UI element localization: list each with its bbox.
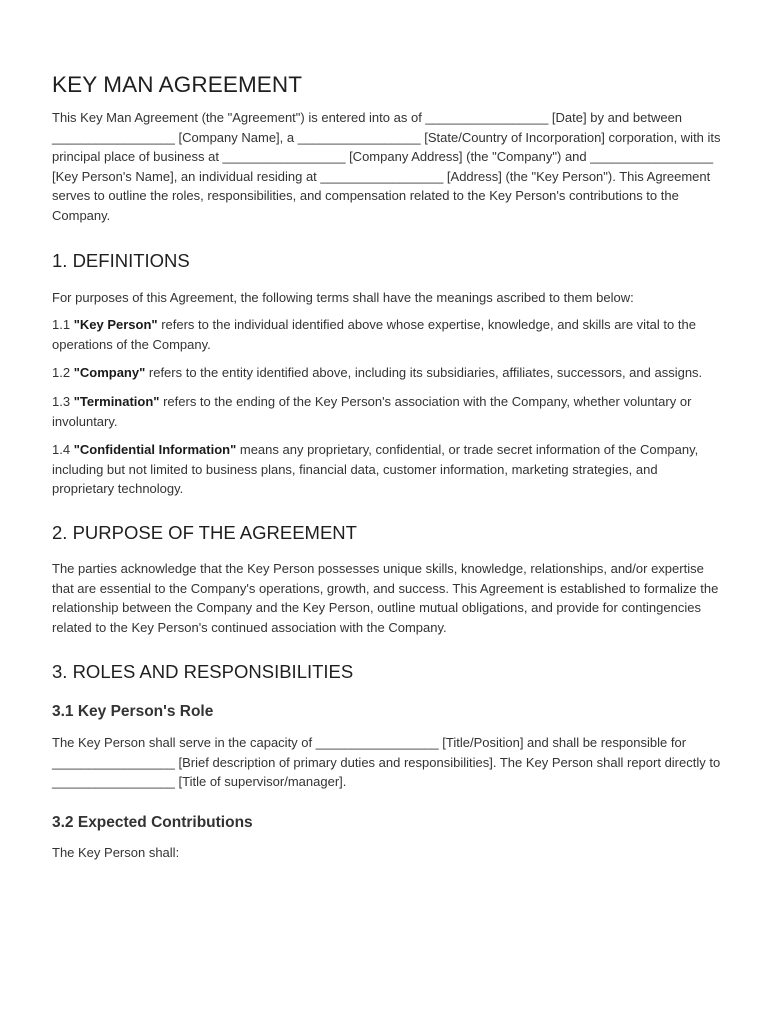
definition-item: [52, 392, 722, 431]
section-heading-definitions: 1. DEFINITIONS: [52, 249, 190, 271]
definition-item: [52, 363, 722, 383]
definition-text: refers to the ending of the Key Person's association with the Company, whether voluntary or involuntary.: [52, 393, 692, 429]
section-heading-roles: 3. ROLES AND RESPONSIBILITIES: [52, 661, 354, 683]
definition-number: 1.3: [52, 393, 71, 409]
intro-paragraph: This Key Man Agreement (the "Agreement") is entered into as of _________________ [Date] by and between _________________ [Company Name], a _________________ [State/Country of Incorporation] corporation, with its principal place of business at _________________ [Company Address] (the "Company") and _________________ [Key Person's Name], an individual residing at _________________ [Address] (the "Key Person"). This Agreement serves to outline the roles, responsibilities, and compensation related to the Key Person's contributions to the Company.: [52, 110, 721, 223]
definition-text: refers to the individual identified above whose expertise, knowledge, and skills are vital to the operations of the Company.: [52, 317, 696, 352]
subsection-heading-key-person-role: 3.1 Key Person's Role: [52, 703, 214, 721]
definition-number: 1.4: [52, 442, 71, 458]
document-title: KEY MAN AGREEMENT: [52, 72, 303, 97]
purpose-paragraph: The parties acknowledge that the Key Person possesses unique skills, knowledge, relationships, and/or expertise that are essential to the Company's operations, growth, and success. This Agreement is established to formalize the relationship between the Company and the Key Person, outline mutual obligations, and provide for contingencies related to the Key Person's continued association with the Company.: [52, 560, 719, 635]
section-heading-purpose: 2. PURPOSE OF THE AGREEMENT: [52, 521, 357, 543]
definition-item: [52, 315, 722, 354]
subsection-heading-expected-contributions: 3.2 Expected Contributions: [52, 814, 253, 832]
definitions-lead-paragraph: For purposes of this Agreement, the following terms shall have the meanings ascribed to them below:: [52, 289, 634, 305]
definition-term: "Key Person": [73, 317, 158, 333]
document-body: [52, 70, 722, 863]
definition-number: 1.1: [52, 317, 71, 333]
definition-number: 1.2: [52, 365, 71, 381]
key-person-role-paragraph: The Key Person shall serve in the capacity of _________________ [Title/Position] and shall be responsible for _________________ [Brief description of primary duties and responsibilities]. The Key Person shall report directly to _________________ [Title of supervisor/manager].: [52, 735, 721, 790]
definition-term: "Confidential Information": [73, 442, 237, 458]
expected-contributions-paragraph: The Key Person shall:: [52, 845, 180, 861]
definition-term: "Company": [73, 365, 146, 381]
definition-item: [52, 440, 722, 499]
definition-term: "Termination": [73, 393, 160, 409]
definition-text: refers to the entity identified above, including its subsidiaries, affiliates, successors, and assigns.: [148, 365, 703, 381]
definition-text: means any proprietary, confidential, or trade secret information of the Company, including but not limited to business plans, financial data, customer information, marketing strategies, and proprietary technology.: [52, 442, 699, 497]
